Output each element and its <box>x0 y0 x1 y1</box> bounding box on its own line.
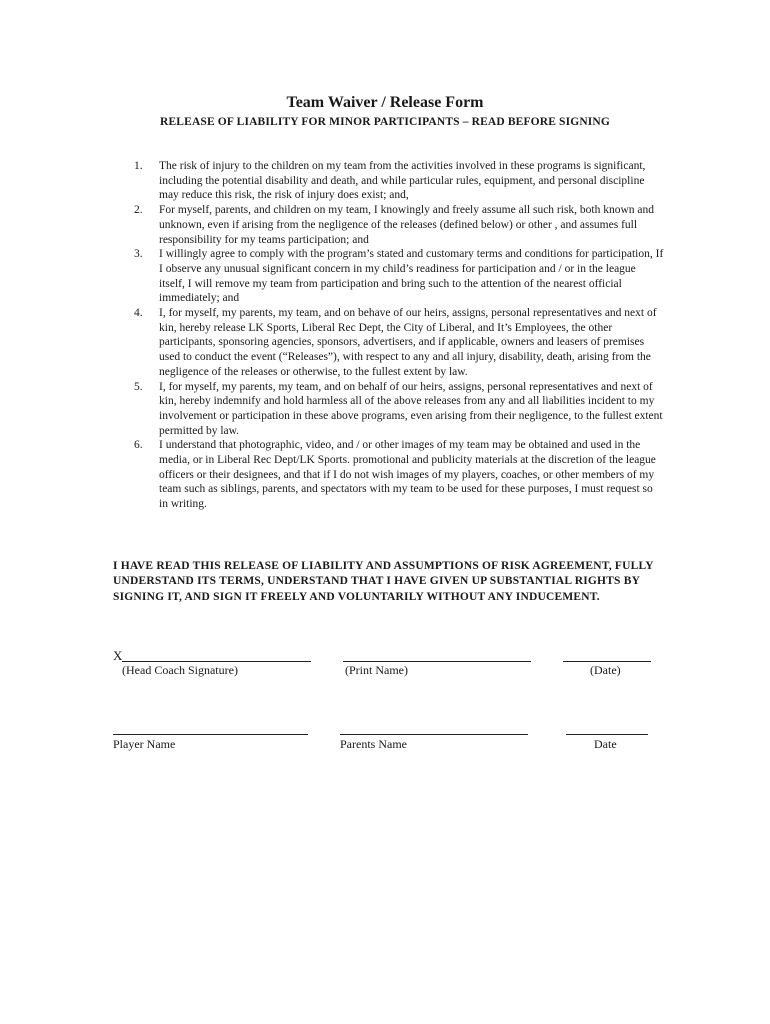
item-number: 5. <box>134 380 143 393</box>
item-text: I understand that photographic, video, and / or other images of my team may be obtained and used in the media, or in Liberal Rec Dept/LK Sports. promotional and publicity materials at the discretion of the league officers or their designees, and that if I do not wish images of my players, coaches, or other members of my team such as siblings, parents, and spectators with my team to be used for these purposes, I must request so in writing. <box>159 439 656 511</box>
list-item <box>134 380 664 439</box>
print-name-line[interactable] <box>343 661 531 662</box>
document-subtitle: RELEASE OF LIABILITY FOR MINOR PARTICIPANTS – READ BEFORE SIGNING <box>160 116 610 128</box>
terms-list <box>134 159 664 512</box>
item-number: 1. <box>134 160 143 172</box>
list-item <box>134 247 664 306</box>
item-number: 6. <box>134 439 143 452</box>
head-coach-signature-label: (Head Coach Signature) <box>122 663 238 677</box>
item-text: I, for myself, my parents, my team, and on behave of our heirs, assigns, personal representatives and next of kin, hereby release LK Sports, Liberal Rec Dept, the City of Liberal, and It’s Employees, the other participants, sponsoring agencies, sponsors, advertisers, and if applicable, owners and leasers of premises used to conduct the event (“Releases”), with respect to any and all injury, disability, death, arising from the negligence of the releases or otherwise, to the fullest extent by law. <box>159 307 657 378</box>
item-text: The risk of injury to the children on my team from the activities involved in these programs is significant, including the potential disability and death, and while particular rules, equipment, and personal discipline may reduce this risk, the risk of injury does exist; and, <box>159 160 646 202</box>
parents-name-line[interactable] <box>340 734 528 735</box>
item-text: For myself, parents, and children on my team, I knowingly and freely assume all such risk, both known and unknown, even if arising from the negligence of the releases (defined below) or other , and assumes full responsibility for my teams participation; and <box>159 204 655 246</box>
date-line-2[interactable] <box>566 734 648 735</box>
signature-x-mark: X <box>113 648 123 663</box>
item-text: I, for myself, my parents, my team, and on behalf of our heirs, assigns, personal representatives and next of kin, hereby indemnify and hold harmless all of the above releases from any and all liabilities incident to my involvement or participation in these above programs, even arising from their negligence, to the fullest extent permitted by law. <box>159 380 663 437</box>
player-name-line[interactable] <box>113 734 308 735</box>
date-line[interactable] <box>563 661 651 662</box>
head-coach-signature-line[interactable] <box>122 661 311 662</box>
list-item <box>134 306 664 380</box>
list-item <box>134 438 664 512</box>
list-item <box>134 203 664 247</box>
list-item <box>134 159 664 203</box>
date-label-2: Date <box>594 737 617 751</box>
acknowledgement-statement: I HAVE READ THIS RELEASE OF LIABILITY AND ASSUMPTIONS OF RISK AGREEMENT, FULLY UNDERSTAND ITS TERMS, UNDERSTAND THAT I HAVE GIVEN UP SUBSTANTIAL RIGHTS BY SIGNING IT, AND SIGN IT FREELY AND VOLUNTARILY WITHOUT ANY INDUCEMENT. <box>113 560 654 603</box>
item-number: 3. <box>134 248 143 261</box>
date-label: (Date) <box>590 663 621 677</box>
item-number: 4. <box>134 307 143 320</box>
document-title: Team Waiver / Release Form <box>286 94 484 111</box>
player-name-label: Player Name <box>113 737 176 751</box>
print-name-label: (Print Name) <box>345 663 408 677</box>
item-text: I willingly agree to comply with the program’s stated and customary terms and conditions for participation, If I observe any unusual significant concern in my child’s readiness for participation and / or in the league itself, I will remove my team from participation and bring such to the attention of the nearest official immediately; and <box>159 248 664 305</box>
item-number: 2. <box>134 204 143 217</box>
parents-name-label: Parents Name <box>340 737 407 751</box>
